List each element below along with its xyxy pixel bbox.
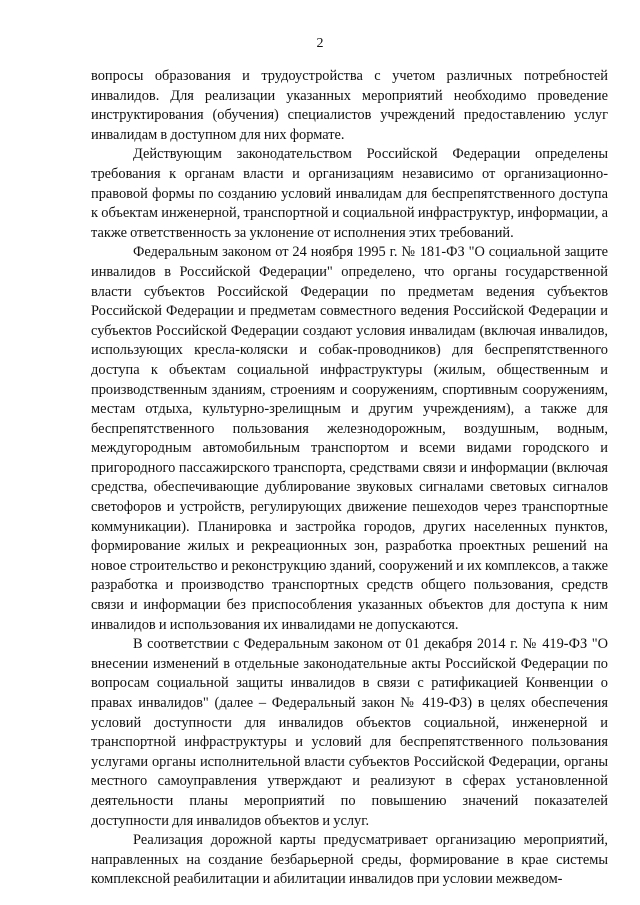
paragraph-roadmap: Реализация дорожной карты предусматривает организацию мероприятий, направленных на создание безбарьерной среды, формирование в крае системы комплексной реабилитации и абилитации инвалидов при условии межведом-: [91, 832, 608, 888]
page-number: 2: [316, 36, 324, 51]
paragraph-federal-law-181: Федеральным законом от 24 ноября 1995 г. № 181-ФЗ "О социальной защите инвалидов в Российской Федерации" определено, что органы государственной власти субъектов Российской Федерации по предметам ведения субъектов Российской Федерации и предметам совместного ведения Российской Федерации и субъектов Российской Федерации создают условия инвалидам (включая инвалидов, использующих кресла-коляски и собак-проводников) для беспрепятственного доступа к объектам социальной инфраструктуры (жилым, общественным и производственным зданиям, строениям и сооружениям, спортивным сооружениям, местам отдыха, культурно-зрелищным и другим учреждениям), а также для беспрепятственного пользования железнодорожным, воздушным, водным, междугородным автомобильным транспортом и всеми видами городского и пригородного пассажирского транспорта, средствами связи и информации (включая средства, обеспечивающие дублирование звуковых сигналами световых сигналов светофоров и устройств, регулирующих движение пешеходов через транспортные коммуникации). Планировка и застройка городов, других населенных пунктов, формирование жилых и рекреационных зон, разработка проектных решений на новое строительство и реконструкцию зданий, сооружений и их комплексов, а также разработка и производство транспортных средств общего пользования, средств связи и информации без приспособления указанных объектов для доступа к ним инвалидов и использования их инвалидами не допускаются.: [91, 244, 608, 633]
document-body: [91, 67, 608, 890]
paragraph-federal-law-419: В соответствии с Федеральным законом от 01 декабря 2014 г. № 419-ФЗ "О внесении изменений в отдельные законодательные акты Российской Федерации по вопросам социальной защиты инвалидов в связи с ратификацией Конвенции о правах инвалидов" (далее – Федеральный закон № 419-ФЗ) в целях обеспечения условий доступности для инвалидов объектов социальной, инженерной и транспортной инфраструктуры и условий для беспрепятственного пользования услугами органы исполнительной власти субъектов Российской Федерации, органы местного самоуправления утверждают и реализуют в сферах установленной деятельности планы мероприятий по повышению значений показателей доступности для инвалидов объектов и услуг.: [91, 636, 608, 829]
paragraph-legislation-requirements: Действующим законодательством Российской Федерации определены требования к органам власти и организациям независимо от организационно-правовой формы по созданию условий инвалидам для беспрепятственного доступа к объектам инженерной, транспортной и социальной инфраструктур, информации, а также ответственность за уклонение от исполнения этих требований.: [91, 146, 608, 241]
paragraph-continuation: вопросы образования и трудоустройства с учетом различных потребностей инвалидов. Для реализации указанных мероприятий необходимо проведение инструктирования (обучения) специалистов учреждений предоставлению услуг инвалидам в доступном для них формате.: [91, 68, 608, 143]
